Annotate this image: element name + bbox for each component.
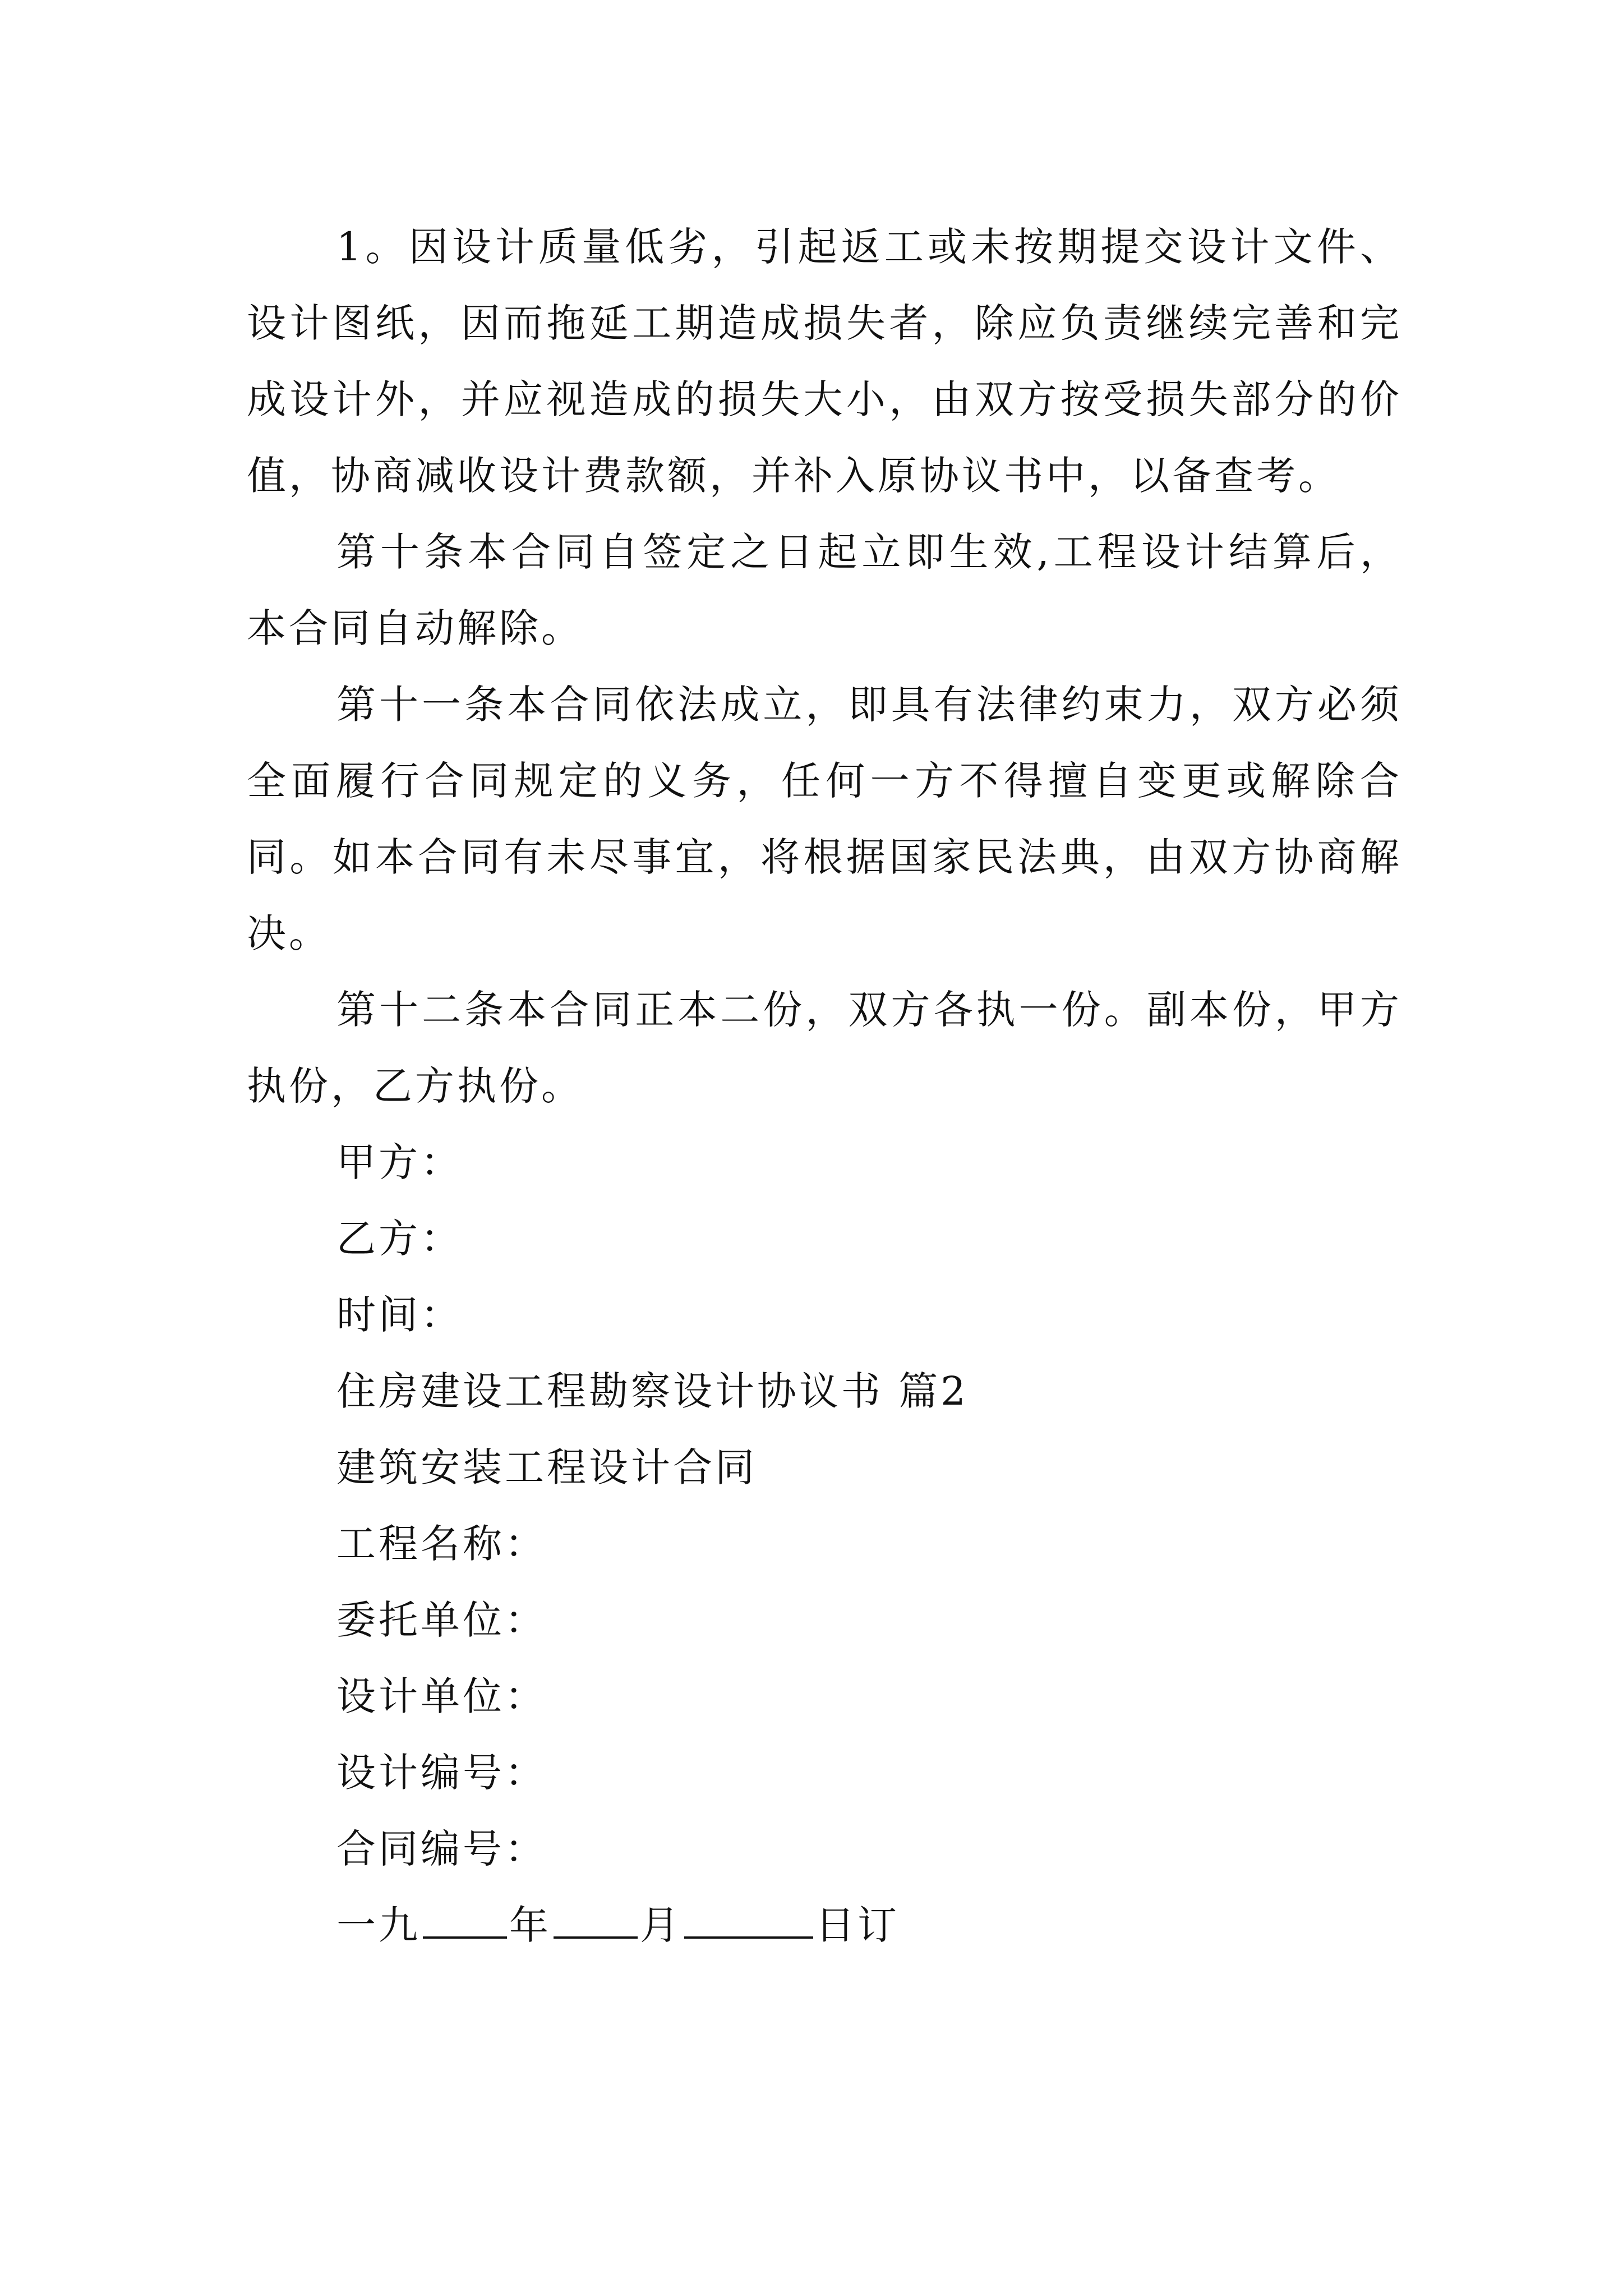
field-client: 委托单位： (336, 1597, 547, 1643)
paragraph-clause-10: 第十条本合同自签定之日起立即生效,工程设计结算后，本合同自动解除。 (247, 529, 1402, 651)
party-b-label: 乙方： (336, 1216, 463, 1262)
field-design-number: 设计编号： (336, 1750, 547, 1796)
field-designer: 设计单位： (336, 1673, 547, 1719)
time-label: 时间： (336, 1292, 463, 1338)
party-a-label: 甲方： (336, 1139, 463, 1185)
month-blank (554, 1903, 638, 1939)
day-blank (684, 1903, 813, 1939)
document-page (247, 209, 1402, 1963)
paragraph-clause-11: 第十一条本合同依法成立，即具有法律约束力，双方必须全面履行合同规定的义务，任何一方不得擅自变更或解除合同。如本合同有未尽事宜，将根据国家民法典，由双方协商解决。 (247, 682, 1402, 956)
date-prefix: 一九 (336, 1902, 421, 1948)
field-contract-number: 合同编号： (336, 1826, 547, 1872)
paragraph-clause-12: 第十二条本合同正本二份，双方各执一份。副本份，甲方执份，乙方执份。 (247, 987, 1402, 1109)
year-blank (423, 1903, 507, 1939)
date-year-label: 年 (509, 1902, 551, 1948)
field-project-name: 工程名称： (336, 1521, 547, 1567)
section-heading: 住房建设工程勘察设计协议书 篇2 (336, 1368, 969, 1414)
date-line (247, 1887, 1402, 1963)
date-suffix: 日订 (815, 1902, 900, 1948)
contract-title: 建筑安装工程设计合同 (336, 1444, 757, 1490)
date-month-label: 月 (640, 1902, 682, 1948)
paragraph-clause-9-1: 1。因设计质量低劣，引起返工或未按期提交设计文件、设计图纸，因而拖延工期造成损失者，除应负责继续完善和完成设计外，并应视造成的损失大小，由双方按受损失部分的价值，协商减收设计费款额，并补入原协议书中，以备查考。 (247, 224, 1402, 499)
